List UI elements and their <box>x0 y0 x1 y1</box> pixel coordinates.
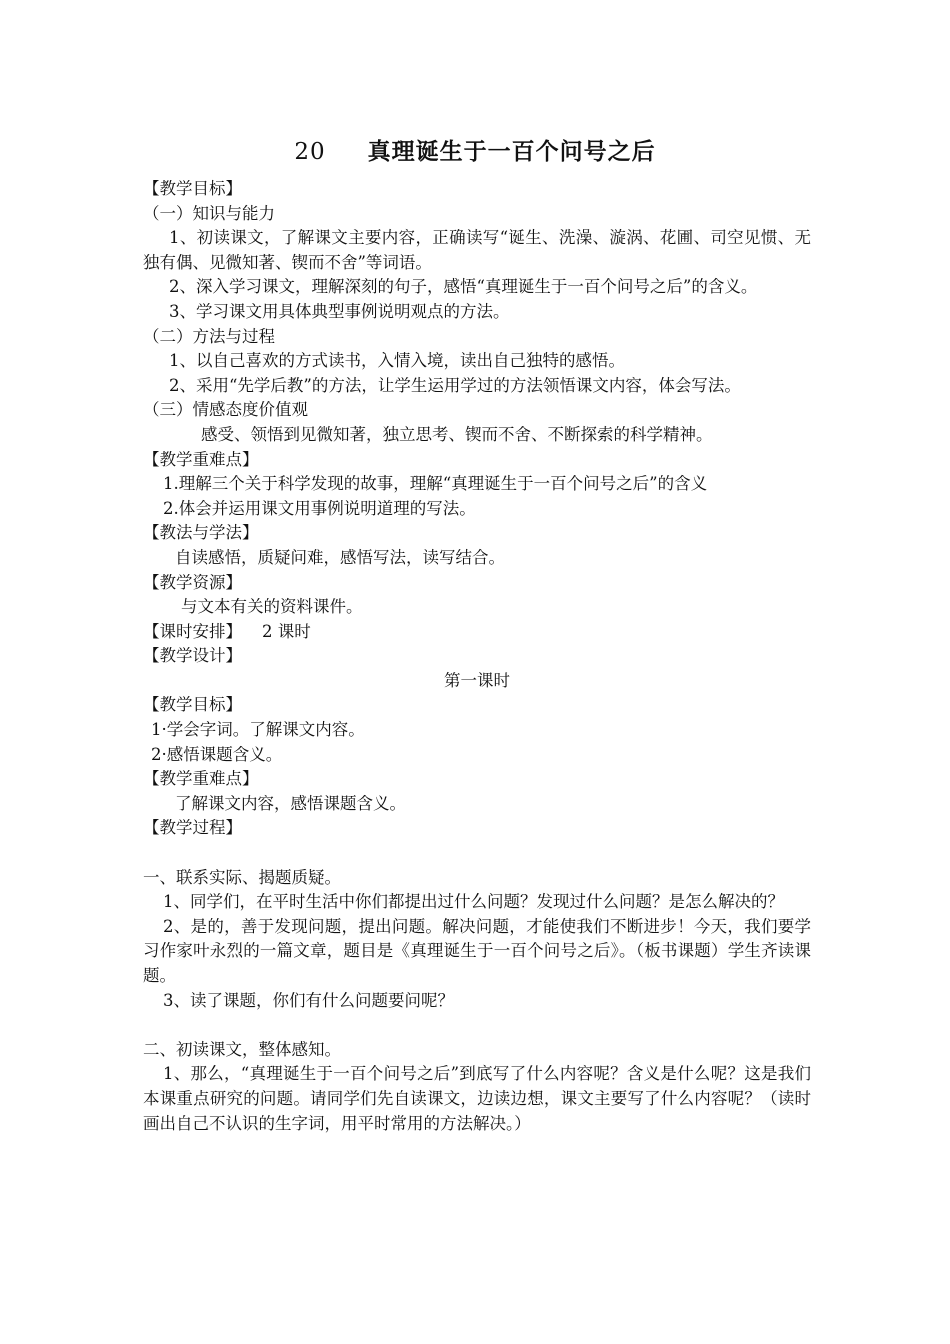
paragraph: 2、是的，善于发现问题，提出问题。解决问题，才能使我们不断进步！今天，我们要学习作家叶永烈的一篇文章，题目是《真理诞生于一百个问号之后》。（板书课题）学生齐读课题。 <box>143 916 811 985</box>
paragraph: 感受、领悟到见微知著，独立思考、锲而不舍、不断探索的科学精神。 <box>201 424 713 444</box>
section-heading: 【教学重难点】 <box>143 449 259 469</box>
paragraph: 与文本有关的资料课件。 <box>181 597 363 617</box>
paragraph: 2、深入学习课文，理解深刻的句子，感悟“真理诞生于一百个问号之后”的含义。 <box>169 277 758 297</box>
section-heading: 【课时安排】 <box>143 621 242 641</box>
class-hours: 2 课时 <box>262 621 311 641</box>
paragraph: 自读感悟，质疑问难，感悟写法，读写结合。 <box>175 547 505 567</box>
paragraph: 2.体会并运用课文用事例说明道理的写法。 <box>163 498 476 518</box>
paragraph: 3、读了课题，你们有什么问题要问呢？ <box>163 990 454 1010</box>
section-heading: 【教学设计】 <box>143 646 242 666</box>
subsection-heading: （三）情感态度价值观 <box>143 400 308 420</box>
paragraph: 3、学习课文用具体典型事例说明观点的方法。 <box>169 301 510 321</box>
paragraph: 1、同学们，在平时生活中你们都提出过什么问题？发现过什么问题？是怎么解决的？ <box>163 892 784 912</box>
paragraph: 2、采用“先学后教”的方法，让学生运用学过的方法领悟课文内容，体会写法。 <box>169 375 741 395</box>
paragraph: 1、初读课文，了解课文主要内容，正确读写“诞生、洗澡、漩涡、花圃、司空见惯、无独有偶、见微知著、锲而不舍”等词语。 <box>143 228 811 272</box>
step-heading: 一、联系实际、揭题质疑。 <box>143 867 341 887</box>
paragraph: 1.理解三个关于科学发现的故事，理解“真理诞生于一百个问号之后”的含义 <box>163 474 708 494</box>
section-heading: 【教学重难点】 <box>143 769 259 789</box>
lesson-number: 20 <box>294 139 326 165</box>
blank-line <box>143 841 811 866</box>
step-heading: 二、初读课文，整体感知。 <box>143 1039 341 1059</box>
blank-line <box>143 1013 811 1038</box>
document-title <box>0 133 950 166</box>
paragraph: 了解课文内容，感悟课题含义。 <box>175 793 406 813</box>
section-heading: 【教学目标】 <box>143 179 242 198</box>
section-heading: 【教法与学法】 <box>143 523 259 543</box>
subsection-heading: （二）方法与过程 <box>143 326 275 346</box>
section-heading: 【教学资源】 <box>143 572 242 592</box>
lesson-title: 真理诞生于一百个问号之后 <box>367 138 656 165</box>
document-body <box>143 177 811 1136</box>
paragraph: 1·学会字词。了解课文内容。 <box>151 720 365 740</box>
paragraph: 2·感悟课题含义。 <box>151 744 283 764</box>
paragraph: 1、那么，“真理诞生于一百个问号之后”到底写了什么内容呢？含义是什么呢？这是我们本课重点研究的问题。请同学们先自读课文，边读边想，课文主要写了什么内容呢？（读时画出自己不认识的生字词，用平时常用的方法解决。） <box>143 1064 811 1133</box>
section-heading-inline <box>143 620 811 645</box>
section-heading: 【教学目标】 <box>143 695 242 715</box>
subsection-heading: （一）知识与能力 <box>143 203 275 223</box>
paragraph: 1、以自己喜欢的方式读书，入情入境，读出自己独特的感悟。 <box>169 351 625 371</box>
section-heading: 【教学过程】 <box>143 818 242 838</box>
lesson-heading: 第一课时 <box>444 670 510 690</box>
